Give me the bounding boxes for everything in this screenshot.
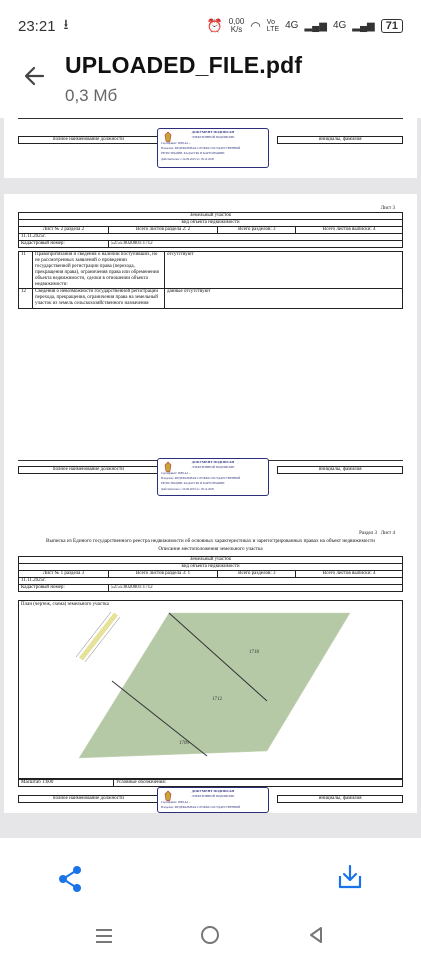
plan-legend: Условные обозначения: bbox=[114, 780, 403, 787]
volte-label: Vo LTE bbox=[266, 19, 280, 33]
page3-row-sections: Всего разделов: 3 bbox=[218, 571, 296, 578]
alarm-icon: ⏰ bbox=[206, 18, 223, 33]
page2-row-sheet: Лист № 2 раздела 2 bbox=[19, 227, 109, 234]
parcel-label-1712: 1712 bbox=[212, 697, 222, 702]
wifi-icon: ◠ bbox=[250, 19, 261, 33]
row-value: данные отсутствуют bbox=[165, 289, 403, 309]
name-label: инициалы, фамилия bbox=[278, 137, 403, 144]
stamp-cert: Сертификат: 00B1A4 ... bbox=[161, 141, 192, 145]
stamp-owner-2: РЕГИСТРАЦИИ, КАДАСТРА И КАРТОГРАФИИ bbox=[161, 481, 225, 485]
pdf-viewer[interactable] bbox=[0, 118, 421, 838]
stamp-subtitle: ЭЛЕКТРОННОЙ ПОДПИСЬЮ bbox=[191, 794, 235, 798]
page2-sheet: Лист 3 bbox=[380, 206, 395, 211]
signal-1-label: 4G bbox=[285, 20, 299, 31]
back-button[interactable] bbox=[18, 60, 50, 92]
page3-section: Раздел 3 bbox=[359, 531, 378, 536]
row-label: Сведения о невозможности государственной регистрации перехода, прекращения, ограничения права на земельный участок из земель сельскохозяйственного назначения bbox=[33, 289, 165, 309]
page2-cadastral-number: 52:55:0020001:1712 bbox=[108, 241, 402, 248]
download-icon bbox=[335, 862, 365, 892]
page3-header-table bbox=[18, 556, 403, 592]
position-label: полное наименование должности bbox=[19, 137, 159, 144]
stamp-subtitle: ЭЛЕКТРОННОЙ ПОДПИСЬЮ bbox=[191, 135, 235, 139]
battery-indicator: 71 bbox=[381, 19, 403, 33]
home-button[interactable] bbox=[199, 924, 221, 946]
parcel-area bbox=[79, 613, 350, 758]
name-label: инициалы, фамилия bbox=[278, 796, 403, 803]
page2-row-total-section: Всего листов раздела 2: 2 bbox=[108, 227, 217, 234]
share-icon bbox=[55, 864, 85, 894]
road-line-1 bbox=[76, 612, 111, 657]
page3-section-sheet bbox=[359, 531, 395, 536]
back-triangle-icon bbox=[306, 925, 326, 945]
e-signature-stamp bbox=[157, 128, 269, 168]
pdf-page-3 bbox=[4, 519, 417, 813]
table-border bbox=[18, 118, 403, 119]
parcel-label-1718: 1718 bbox=[249, 650, 259, 655]
page3-date: 11.11.2025г. bbox=[19, 578, 403, 585]
row-number: 12 bbox=[19, 289, 33, 309]
table-row bbox=[19, 252, 403, 289]
arrow-left-icon bbox=[23, 65, 45, 87]
page3-row-sheet: Лист № 1 раздела 3 bbox=[19, 571, 109, 578]
network-speed: 0,00 K/s bbox=[228, 17, 245, 34]
share-button[interactable] bbox=[55, 864, 85, 894]
pdf-page-1 bbox=[4, 118, 417, 178]
e-signature-stamp bbox=[157, 458, 269, 496]
page3-row-total-section: Всего листов раздела 3: 1 bbox=[108, 571, 217, 578]
stamp-owner-2: РЕГИСТРАЦИИ, КАДАСТРА И КАРТОГРАФИИ bbox=[161, 151, 225, 155]
stamp-validity: Действителен: с 24.09.2025 по 18.12.2026 bbox=[161, 157, 215, 161]
parcel-map bbox=[19, 601, 404, 780]
row-label: Правопритязания и сведения о наличии поступивших, но не рассмотренных заявлений о проведении государственной регистрации права (перехода, прекращения права), ограничения права или обременения объекта недвижимости, сделки в отношении объекта недвижимости: bbox=[33, 252, 165, 289]
signal-2-icon: ▂▄▆ bbox=[352, 20, 375, 32]
file-title: UPLOADED_FILE.pdf bbox=[65, 52, 303, 78]
download-button[interactable] bbox=[335, 862, 367, 894]
road-line-2 bbox=[85, 617, 120, 662]
page2-row-total: Всего листов выписки: 4 bbox=[296, 227, 403, 234]
page2-object-type: вид объекта недвижимости bbox=[19, 220, 403, 227]
home-icon bbox=[199, 924, 221, 946]
plan-frame bbox=[18, 600, 403, 779]
plan-scale: Масштаб 1:600 bbox=[19, 780, 114, 787]
stamp-cert: Сертификат: 00B1A4 ... bbox=[161, 800, 192, 804]
page3-heading: Выписка из Единого государственного реестра недвижимости об основных характеристиках и зарегистрированных правах на объект недвижимости bbox=[46, 538, 375, 544]
file-size: 0,3 Мб bbox=[65, 86, 118, 105]
page2-row-sections: Всего разделов: 3 bbox=[218, 227, 296, 234]
recents-button[interactable] bbox=[94, 928, 114, 944]
page3-object-type: вид объекта недвижимости bbox=[19, 564, 403, 571]
stamp-title: ДОКУМЕНТ ПОДПИСАН bbox=[191, 789, 235, 793]
table-row bbox=[19, 289, 403, 309]
plan-legend-table bbox=[18, 779, 403, 787]
name-label: инициалы, фамилия bbox=[278, 467, 403, 474]
recents-icon bbox=[94, 928, 114, 944]
stamp-title: ДОКУМЕНТ ПОДПИСАН bbox=[191, 460, 235, 464]
position-label: полное наименование должности bbox=[19, 467, 159, 474]
system-back-button[interactable] bbox=[306, 925, 326, 945]
status-icons bbox=[207, 18, 403, 34]
page3-cadastral-number: 52:55:0020001:1712 bbox=[108, 585, 402, 592]
page3-sheet: Лист 4 bbox=[380, 531, 395, 536]
status-time: 23:21 bbox=[18, 17, 56, 35]
app-header bbox=[0, 52, 421, 118]
page2-date: 11.11.2025г. bbox=[19, 234, 403, 241]
road-stripe bbox=[81, 614, 116, 659]
position-label: полное наименование должности bbox=[19, 796, 159, 803]
page3-cadastral-label: Кадастровый номер: bbox=[19, 585, 109, 592]
parcel-label-1709: 1709 bbox=[179, 741, 189, 746]
page2-header-table bbox=[18, 212, 403, 248]
stamp-owner: Владелец: ФЕДЕРАЛЬНАЯ СЛУЖБА ГОСУДАРСТВЕННОЙ bbox=[161, 146, 241, 150]
page3-subheading: Описание местоположения земельного участка bbox=[158, 546, 263, 552]
page2-section-title: Земельный участок bbox=[19, 213, 403, 220]
stamp-subtitle: ЭЛЕКТРОННОЙ ПОДПИСЬЮ bbox=[191, 465, 235, 469]
stamp-cert: Сертификат: 00B1A4 ... bbox=[161, 471, 192, 475]
stamp-owner: Владелец: ФЕДЕРАЛЬНАЯ СЛУЖБА ГОСУДАРСТВЕННОЙ bbox=[161, 476, 241, 480]
signal-1-icon: ▂▄▆ bbox=[304, 20, 327, 32]
plan-title: План (чертеж, схема) земельного участка bbox=[21, 602, 109, 607]
stamp-owner: Владелец: ФЕДЕРАЛЬНАЯ СЛУЖБА ГОСУДАРСТВЕННОЙ bbox=[161, 805, 241, 809]
stamp-title: ДОКУМЕНТ ПОДПИСАН bbox=[191, 130, 235, 134]
row-number: 11 bbox=[19, 252, 33, 289]
page2-rows-table bbox=[18, 251, 403, 309]
row-value: отсутствуют bbox=[165, 252, 403, 289]
stamp-validity: Действителен: с 24.09.2025 по 18.12.2026 bbox=[161, 487, 215, 491]
page3-row-total: Всего листов выписки: 4 bbox=[296, 571, 403, 578]
system-nav-bar bbox=[0, 912, 421, 960]
signal-2-label: 4G bbox=[332, 20, 347, 31]
download-notification-icon: ⭳ bbox=[63, 16, 69, 32]
bottom-action-bar bbox=[0, 838, 421, 922]
page2-cadastral-label: Кадастровый номер: bbox=[19, 241, 109, 248]
page3-section-title: Земельный участок bbox=[19, 557, 403, 564]
status-bar bbox=[0, 0, 421, 52]
e-signature-stamp bbox=[157, 787, 269, 813]
